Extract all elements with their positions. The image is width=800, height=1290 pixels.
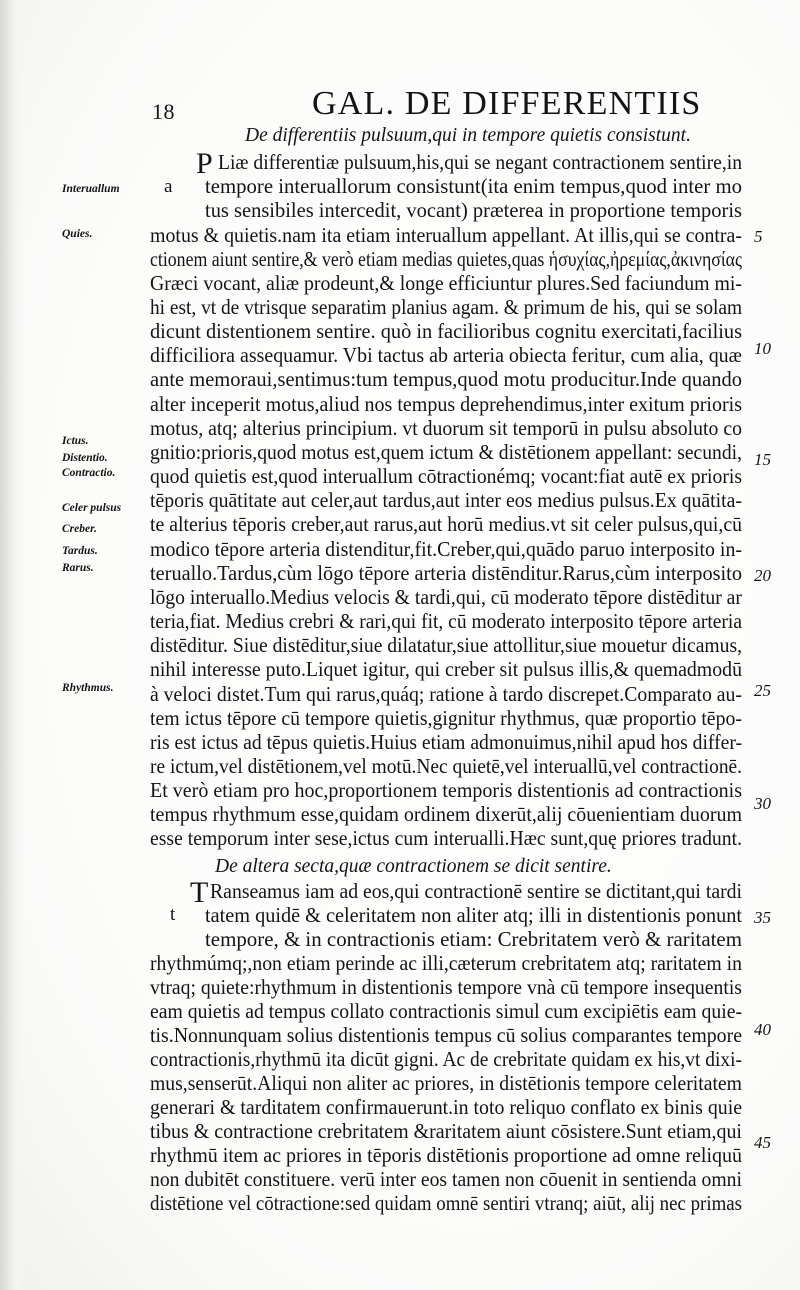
line-number: 35 — [754, 908, 771, 927]
text-line: tis.Nonnunquam solius distentionis tempus cū solius comparantes tempore — [150, 1023, 743, 1047]
section-heading: De altera secta,quæ contractionem se dicit sentire. — [215, 856, 612, 877]
text-line: tibus & contractione crebritatem &raritatem aiunt cōsistere.Sunt etiam,qui — [150, 1119, 742, 1143]
line-number: 45 — [754, 1133, 771, 1152]
text-line: lōgo interuallo.Medius velocis & tardi,qui, cū moderato tēpore distēditur ar — [150, 585, 742, 609]
text-line: distēditur. Siue distēditur,siue dilatatur,siue attollitur,siue mouetur dicamus, — [150, 633, 743, 657]
margin-note: Contractio. — [62, 467, 116, 479]
text-line: dicunt distentionem sentire. quò in facilioribus cognitu exercitati,facilius — [150, 319, 743, 343]
running-title: GAL. DE DIFFERENTIIS — [312, 85, 702, 122]
text-line: tempus rhythmum esse,quidam ordinem dixerūt,alij cōuenientiam duorum — [150, 802, 742, 826]
text-line: tempore interuallorum consistunt(ita enim tempus,quod inter mo — [205, 174, 742, 198]
text-line: eam quietis ad tempus collato contractionis simul cum excipiētis eam quie- — [150, 999, 743, 1023]
text-line: tem ictus tēpore cū tempore quietis,gignitur rhythmus, quæ proportio tēpo- — [150, 706, 742, 730]
text-line: mus,senserūt.Aliqui non aliter ac priores, in distētionis tempore celeritatem — [150, 1071, 742, 1095]
section-heading: De differentiis pulsuum,qui in tempore quietis consistunt. — [245, 125, 691, 146]
text-line: Et verò etiam pro hoc,proportionem temporis distentionis ad contractionis — [150, 778, 743, 802]
text-line: ante memoraui,sentimus:tum tempus,quod motu producitur.Inde quando — [150, 367, 742, 391]
text-line: tus sensibiles intercedit, vocant) præterea in proportione temporis — [205, 198, 742, 222]
margin-note: Creber. — [62, 523, 97, 535]
initial-letter: T — [190, 876, 209, 909]
text-line: non dubitēt constituere. verū inter eos tamen non cōuenit in sentienda omni — [150, 1167, 742, 1191]
margin-note: Rarus. — [62, 562, 94, 574]
margin-note: Rhythmus. — [62, 682, 114, 694]
text-line: tempore, & in contractionis etiam: Crebritatem verò & raritatem — [205, 927, 742, 951]
note-letter: t — [170, 904, 176, 925]
text-line: Liæ differentiæ pulsuum,his,qui se negant contractionem sentire,in — [218, 150, 743, 174]
binding-shadow — [0, 0, 26, 1290]
text-line: vtraq; quiete:rhythmum in distentionis tempore vnà cū tempore insequentis — [150, 975, 742, 999]
note-letter: a — [164, 176, 173, 197]
line-number: 25 — [754, 681, 771, 700]
margin-note: Quies. — [62, 228, 93, 240]
margin-note: Tardus. — [62, 545, 98, 557]
text-line: hi est, vt de vtrisque separatim planius agam. & primum de his, qui se solam — [150, 295, 743, 319]
text-line: modico tēpore arteria distenditur,fit.Creber,qui,quādo paruo interposito in- — [150, 537, 743, 561]
margin-note: Interuallum — [62, 183, 120, 195]
text-line: difficiliora assequamur. Vbi tactus ab arteria obiecta feritur, cum alia, quæ — [150, 343, 742, 367]
initial-letter: P — [196, 147, 213, 180]
text-line: à veloci distet.Tum qui rarus,quáq; ratione à tardo discrepet.Comparato au- — [150, 682, 742, 706]
text-line: generari & tarditatem confirmauerunt.in toto reliquo conflato ex binis quie — [150, 1095, 743, 1119]
text-line: ctionem aiunt sentire,& verò etiam medias quietes,quas ἡσυχίας,ἠρεμίας,ἀκινησίας — [150, 247, 743, 271]
margin-note: Ictus. — [62, 435, 89, 447]
text-line: tatem quidē & celeritatem non aliter atq; illi in distentionis ponunt — [205, 903, 742, 927]
text-line: gnitio:prioris,quod motus est,quem ictum & distētionem appellant: secundi, — [150, 440, 742, 464]
text-line: re ictum,vel distētionem,vel motū.Nec quietē,vel interuallū,vel contractionē. — [150, 754, 743, 778]
text-line: quod quietis est,quod interuallum cōtractionémq; vocant:fiat autē ex prioris — [150, 464, 742, 488]
text-line: teria,fiat. Medius crebri & rari,qui fit, cū moderato interposito tēpore arteria — [150, 609, 743, 633]
text-line: te alterius tēporis creber,aut rarus,aut horū medius.vt sit celer pulsus,qui,cū — [150, 512, 743, 536]
text-line: distētione vel cōtractione:sed quidam omnē sentiri vtranq; aiūt, alij nec primas — [150, 1191, 743, 1215]
text-line: motus & quietis.nam ita etiam interuallum appellant. At illis,qui se contra- — [150, 223, 743, 247]
margin-note: Celer pulsus — [62, 502, 122, 514]
text-line: rhythmúmq;,non etiam perinde ac illi,cæterum crebritatem atq; raritatem in — [150, 951, 742, 975]
text-line: teruallo.Tardus,cùm lōgo tēpore arteria distēnditur.Rarus,cùm interposito — [150, 561, 742, 585]
line-number: 40 — [754, 1020, 771, 1039]
line-number: 15 — [754, 450, 771, 469]
line-number: 30 — [754, 794, 771, 813]
text-line: alter inceperit motus,aliud nos tempus deprehendimus,inter exitum prioris — [150, 392, 743, 416]
text-line: esse temporum inter sese,ictus cum interualli.Hæc sunt,quę priores tradunt. — [150, 826, 743, 850]
line-number: 5 — [754, 227, 763, 246]
text-line: Græci vocant, aliæ prodeunt,& longe efficiuntur plures.Sed faciundum mi- — [150, 271, 742, 295]
margin-note: Distentio. — [62, 452, 108, 464]
text-line: rhythmū item ac priores in tēporis distētionis proportione ad omne reliquū — [150, 1143, 743, 1167]
text-line: contractionis,rhythmū ita dicūt gigni. Ac de crebritate quidam ex his,vt dixi- — [150, 1047, 742, 1071]
text-line: Ranseamus iam ad eos,qui contractionē sentire se dictitant,qui tardi — [210, 879, 743, 903]
text-line: motus, atq; alterius principium. vt duorum sit temporū in pulsu absoluto co — [150, 416, 742, 440]
text-line: ris est ictus ad tēpus quietis.Huius etiam admonuimus,nihil apud hos differ- — [150, 730, 742, 754]
line-number: 20 — [754, 566, 771, 585]
page-number: 18 — [152, 99, 175, 124]
text-line: nihil interesse puto.Liquet igitur, qui creber sit pulsus illis,& quemadmodū — [150, 657, 743, 681]
text-line: tēporis quātitate aut celer,aut tardus,aut inter eos medius pulsus.Ex quātita- — [150, 488, 743, 512]
line-number: 10 — [754, 339, 771, 358]
